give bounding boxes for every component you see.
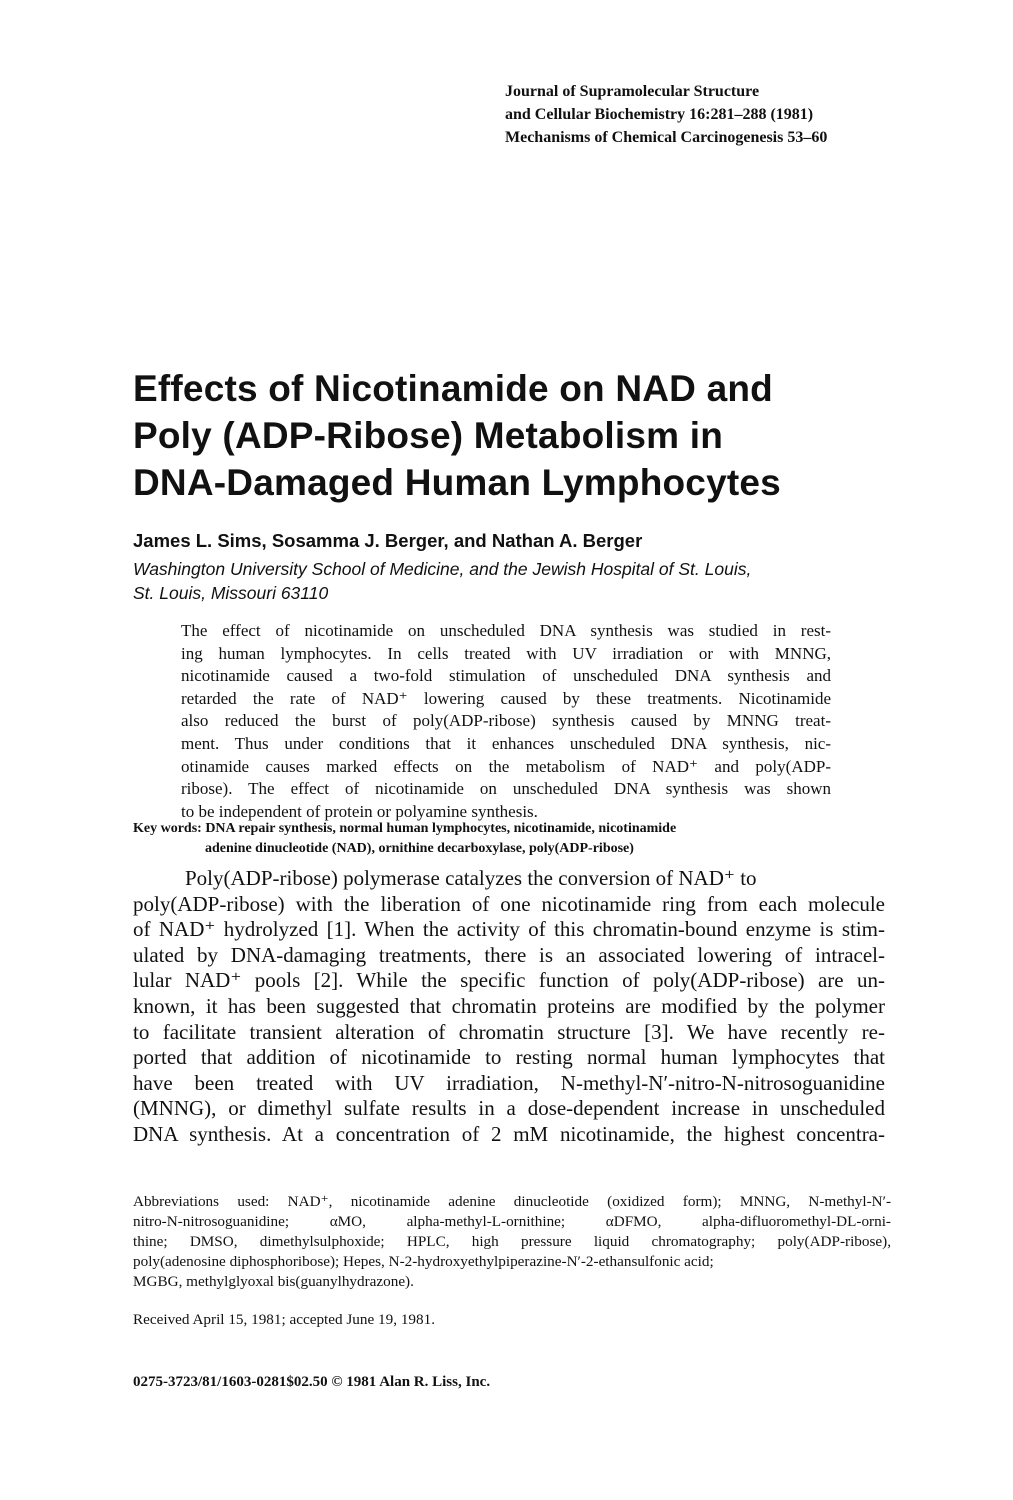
abstract-line: also reduced the burst of poly(ADP-ribose) synthesis caused by MNNG treat- — [181, 711, 831, 731]
keywords-line: adenine dinucleotide (NAD), ornithine decarboxylase, poly(ADP-ribose) — [205, 841, 634, 856]
journal-line: and Cellular Biochemistry 16:281–288 (1981) — [505, 106, 814, 123]
title-line: DNA-Damaged Human Lymphocytes — [133, 462, 781, 503]
title-line: Poly (ADP-Ribose) Metabolism in — [133, 415, 724, 456]
body-line: ported that addition of nicotinamide to resting normal human lymphocytes that — [133, 1045, 885, 1070]
received-date: Received April 15, 1981; accepted June 19, 1981. — [133, 1311, 435, 1328]
abbreviations-footnote — [133, 1192, 891, 1292]
body-line: Poly(ADP-ribose) polymerase catalyzes the conversion of NAD⁺ to — [185, 866, 757, 890]
abbreviations-line: Abbreviations used: NAD⁺, nicotinamide adenine dinucleotide (oxidized form); MNNG, N-methyl-N′- — [133, 1193, 891, 1210]
body-line: ulated by DNA-damaging treatments, there is an associated lowering of intracel- — [133, 942, 885, 967]
journal-citation — [505, 80, 827, 149]
affiliation — [133, 557, 751, 605]
abbreviations-line: thine; DMSO, dimethylsulphoxide; HPLC, high pressure liquid chromatography; poly(ADP-ribose), — [133, 1233, 891, 1250]
body-line: of NAD⁺ hydrolyzed [1]. When the activity of this chromatin-bound enzyme is stim- — [133, 917, 885, 942]
journal-line: Journal of Supramolecular Structure — [505, 83, 760, 100]
keywords-line: Key words: DNA repair synthesis, normal human lymphocytes, nicotinamide, nicotinamide — [133, 821, 677, 836]
abbreviations-line: nitro-N-nitrosoguanidine; αMO, alpha-methyl-L-ornithine; αDFMO, alpha-difluoromethyl-DL-orni- — [133, 1213, 891, 1230]
journal-line: Mechanisms of Chemical Carcinogenesis 53–60 — [505, 129, 828, 146]
body-line: have been treated with UV irradiation, N-methyl-N′-nitro-N-nitrosoguanidine — [133, 1070, 885, 1095]
article-title — [133, 365, 781, 506]
copyright-line: 0275-3723/81/1603-0281$02.50 © 1981 Alan R. Liss, Inc. — [133, 1374, 491, 1390]
body-line: to facilitate transient alteration of chromatin structure [3]. We have recently re- — [133, 1019, 885, 1044]
authors: James L. Sims, Sosamma J. Berger, and Nathan A. Berger — [133, 530, 643, 551]
body-line: DNA synthesis. At a concentration of 2 mM nicotinamide, the highest concentra- — [133, 1121, 885, 1146]
abstract — [181, 620, 831, 823]
abstract-line: The effect of nicotinamide on unscheduled DNA synthesis was studied in rest- — [181, 621, 831, 640]
abbreviations-line: poly(adenosine diphosphoribose); Hepes, N-2-hydroxyethylpiperazine-N′-2-ethansulfonic acid; — [133, 1253, 714, 1270]
abstract-line: ribose). The effect of nicotinamide on unscheduled DNA synthesis was shown — [181, 779, 831, 799]
body-text — [133, 866, 885, 1148]
abstract-line: to be independent of protein or polyamine synthesis. — [181, 801, 538, 821]
abstract-line: retarded the rate of NAD⁺ lowering caused by these treatments. Nicotinamide — [181, 688, 831, 708]
affiliation-line: St. Louis, Missouri 63110 — [133, 583, 329, 603]
title-line: Effects of Nicotinamide on NAD and — [133, 368, 773, 409]
body-line: lular NAD⁺ pools [2]. While the specific function of poly(ADP-ribose) are un- — [133, 968, 885, 993]
affiliation-line: Washington University School of Medicine, and the Jewish Hospital of St. Louis, — [133, 559, 752, 579]
abstract-line: otinamide causes marked effects on the metabolism of NAD⁺ and poly(ADP- — [181, 756, 831, 776]
abbreviations-line: MGBG, methylglyoxal bis(guanylhydrazone). — [133, 1273, 414, 1290]
body-line: known, it has been suggested that chromatin proteins are modified by the polymer — [133, 993, 885, 1018]
body-line: poly(ADP-ribose) with the liberation of one nicotinamide ring from each molecule — [133, 891, 885, 916]
abstract-line: ment. Thus under conditions that it enhances unscheduled DNA synthesis, nic- — [181, 733, 831, 753]
body-line: (MNNG), or dimethyl sulfate results in a dose-dependent increase in unscheduled — [133, 1096, 885, 1121]
abstract-line: nicotinamide caused a two-fold stimulation of unscheduled DNA synthesis and — [181, 666, 831, 686]
keywords — [133, 819, 676, 859]
abstract-line: ing human lymphocytes. In cells treated with UV irradiation or with MNNG, — [181, 643, 831, 663]
